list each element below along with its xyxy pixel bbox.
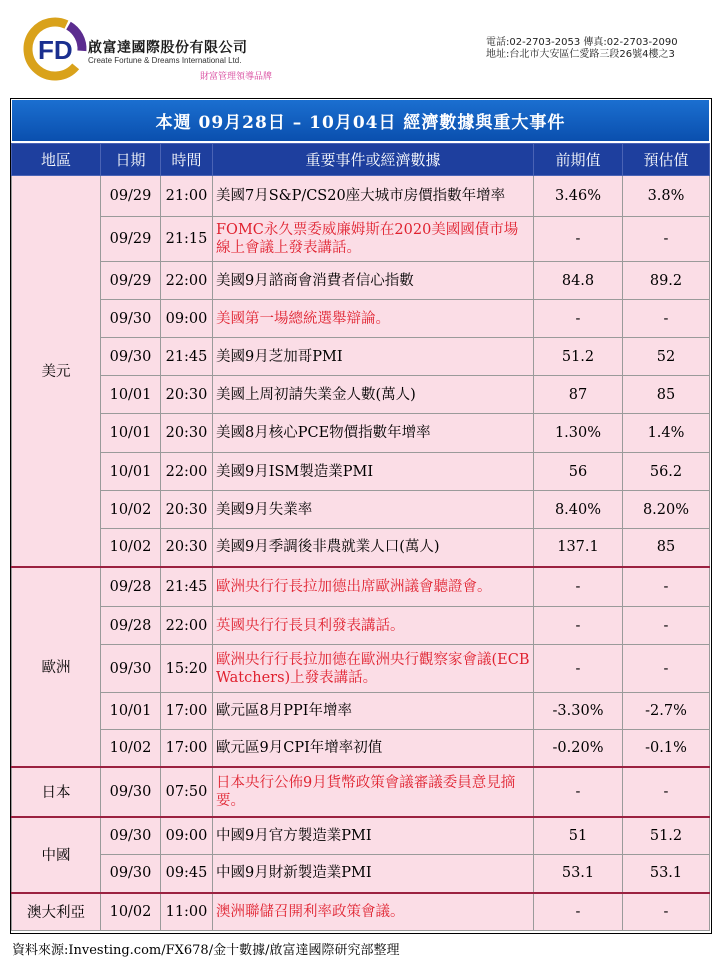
previous-cell: 1.30% (534, 414, 623, 453)
col-header-region: 地區 (12, 144, 101, 176)
event-cell: 美國上周初請失業金人數(萬人) (213, 376, 534, 414)
event-cell: 美國9月失業率 (213, 491, 534, 529)
date-cell: 10/02 (101, 730, 161, 767)
event-cell: 美國9月ISM製造業PMI (213, 453, 534, 491)
previous-cell: 137.1 (534, 529, 623, 567)
table-row (12, 414, 710, 453)
previous-cell: 51 (534, 817, 623, 855)
forecast-cell: - (623, 567, 710, 607)
letterhead (0, 0, 720, 96)
time-cell: 22:00 (161, 607, 213, 645)
event-cell: 美國9月芝加哥PMI (213, 338, 534, 376)
forecast-cell: - (623, 217, 710, 262)
event-cell: 澳洲聯儲召開利率政策會議。 (213, 893, 534, 931)
contact-address: 地址:台北市大安區仁愛路三段26號4樓之3 (486, 49, 675, 60)
region-cell: 澳大利亞 (12, 893, 101, 931)
forecast-cell: 56.2 (623, 453, 710, 491)
time-cell: 07:50 (161, 767, 213, 817)
date-cell: 10/02 (101, 491, 161, 529)
table-row (12, 338, 710, 376)
time-cell: 21:00 (161, 176, 213, 217)
previous-cell: - (534, 567, 623, 607)
region-cell: 中國 (12, 817, 101, 893)
events-table (11, 143, 710, 931)
event-cell: FOMC永久票委威廉姆斯在2020美國國債市場線上會議上發表講話。 (213, 217, 534, 262)
time-cell: 21:45 (161, 567, 213, 607)
region-cell: 美元 (12, 176, 101, 567)
event-cell: 歐洲央行行長拉加德出席歐洲議會聽證會。 (213, 567, 534, 607)
previous-cell: - (534, 217, 623, 262)
forecast-cell: - (623, 767, 710, 817)
time-cell: 17:00 (161, 693, 213, 730)
logo-lettering: FD (38, 35, 73, 65)
previous-cell: 8.40% (534, 491, 623, 529)
table-header-row (12, 144, 710, 176)
table-row (12, 567, 710, 607)
forecast-cell: 52 (623, 338, 710, 376)
region-cell: 歐洲 (12, 567, 101, 767)
table-row (12, 491, 710, 529)
date-cell: 10/01 (101, 693, 161, 730)
forecast-cell: - (623, 607, 710, 645)
table-row (12, 453, 710, 491)
previous-cell: 51.2 (534, 338, 623, 376)
forecast-cell: 51.2 (623, 817, 710, 855)
time-cell: 21:45 (161, 338, 213, 376)
col-header-forecast: 預估值 (623, 144, 710, 176)
event-cell: 美國9月諮商會消費者信心指數 (213, 262, 534, 300)
previous-cell: - (534, 607, 623, 645)
date-cell: 09/30 (101, 300, 161, 338)
event-cell: 中國9月財新製造業PMI (213, 855, 534, 893)
table-row (12, 693, 710, 730)
date-cell: 10/01 (101, 414, 161, 453)
forecast-cell: 85 (623, 529, 710, 567)
forecast-cell: - (623, 645, 710, 693)
previous-cell: - (534, 300, 623, 338)
contact-info (486, 37, 678, 61)
date-cell: 09/29 (101, 217, 161, 262)
previous-cell: 56 (534, 453, 623, 491)
previous-cell: 53.1 (534, 855, 623, 893)
company-tagline: 財富管理領導品牌 (200, 72, 273, 82)
table-row (12, 300, 710, 338)
table-row (12, 607, 710, 645)
date-cell: 10/02 (101, 529, 161, 567)
event-cell: 中國9月官方製造業PMI (213, 817, 534, 855)
time-cell: 20:30 (161, 529, 213, 567)
table-row (12, 817, 710, 855)
date-cell: 10/01 (101, 453, 161, 491)
forecast-cell: 1.4% (623, 414, 710, 453)
col-header-date: 日期 (101, 144, 161, 176)
forecast-cell: - (623, 893, 710, 931)
time-cell: 20:30 (161, 376, 213, 414)
previous-cell: - (534, 767, 623, 817)
table-row (12, 767, 710, 817)
company-name-cn: 啟富達國際股份有限公司 (88, 40, 248, 56)
contact-phone: 電話:02-2703-2053 傳真:02-2703-2090 (486, 37, 678, 48)
previous-cell: -3.30% (534, 693, 623, 730)
table-row (12, 893, 710, 931)
date-cell: 09/30 (101, 645, 161, 693)
table-row (12, 645, 710, 693)
date-cell: 10/01 (101, 376, 161, 414)
event-cell: 日本央行公佈9月貨幣政策會議審議委員意見摘要。 (213, 767, 534, 817)
forecast-cell: 8.20% (623, 491, 710, 529)
page-title: 本週 09月28日 – 10月04日 經濟數據與重大事件 (12, 100, 709, 141)
time-cell: 20:30 (161, 414, 213, 453)
date-cell: 09/29 (101, 176, 161, 217)
event-cell: 歐元區9月CPI年增率初值 (213, 730, 534, 767)
company-name-en: Create Fortune & Dreams International Ltd. (88, 56, 242, 65)
col-header-time: 時間 (161, 144, 213, 176)
event-cell: 美國7月S&P/CS20座大城市房價指數年增率 (213, 176, 534, 217)
table-row (12, 262, 710, 300)
company-logo-icon (22, 16, 88, 82)
time-cell: 15:20 (161, 645, 213, 693)
previous-cell: 87 (534, 376, 623, 414)
previous-cell: 84.8 (534, 262, 623, 300)
date-cell: 09/29 (101, 262, 161, 300)
col-header-previous: 前期值 (534, 144, 623, 176)
date-cell: 09/30 (101, 855, 161, 893)
date-cell: 09/28 (101, 607, 161, 645)
table-row (12, 529, 710, 567)
table-row (12, 217, 710, 262)
table-row (12, 376, 710, 414)
forecast-cell: 53.1 (623, 855, 710, 893)
forecast-cell: 89.2 (623, 262, 710, 300)
date-cell: 09/28 (101, 567, 161, 607)
date-cell: 10/02 (101, 893, 161, 931)
time-cell: 22:00 (161, 453, 213, 491)
time-cell: 09:00 (161, 817, 213, 855)
time-cell: 09:45 (161, 855, 213, 893)
event-cell: 美國9月季調後非農就業人口(萬人) (213, 529, 534, 567)
forecast-cell: -0.1% (623, 730, 710, 767)
date-cell: 09/30 (101, 817, 161, 855)
time-cell: 21:15 (161, 217, 213, 262)
previous-cell: - (534, 645, 623, 693)
event-cell: 英國央行行長貝利發表講話。 (213, 607, 534, 645)
event-cell: 美國8月核心PCE物價指數年增率 (213, 414, 534, 453)
table-row (12, 176, 710, 217)
source-footnote: 資料來源:Investing.com/FX678/金十數據/啟富達國際研究部整理 (12, 943, 400, 958)
previous-cell: -0.20% (534, 730, 623, 767)
event-cell: 歐元區8月PPI年增率 (213, 693, 534, 730)
col-header-event: 重要事件或經濟數據 (213, 144, 534, 176)
time-cell: 17:00 (161, 730, 213, 767)
event-cell: 美國第一場總統選舉辯論。 (213, 300, 534, 338)
table-row (12, 730, 710, 767)
region-cell: 日本 (12, 767, 101, 817)
time-cell: 09:00 (161, 300, 213, 338)
time-cell: 20:30 (161, 491, 213, 529)
date-cell: 09/30 (101, 767, 161, 817)
previous-cell: 3.46% (534, 176, 623, 217)
forecast-cell: 85 (623, 376, 710, 414)
forecast-cell: 3.8% (623, 176, 710, 217)
forecast-cell: -2.7% (623, 693, 710, 730)
previous-cell: - (534, 893, 623, 931)
table-row (12, 855, 710, 893)
forecast-cell: - (623, 300, 710, 338)
date-cell: 09/30 (101, 338, 161, 376)
event-cell: 歐洲央行行長拉加德在歐洲央行觀察家會議(ECB Watchers)上發表講話。 (213, 645, 534, 693)
time-cell: 22:00 (161, 262, 213, 300)
time-cell: 11:00 (161, 893, 213, 931)
